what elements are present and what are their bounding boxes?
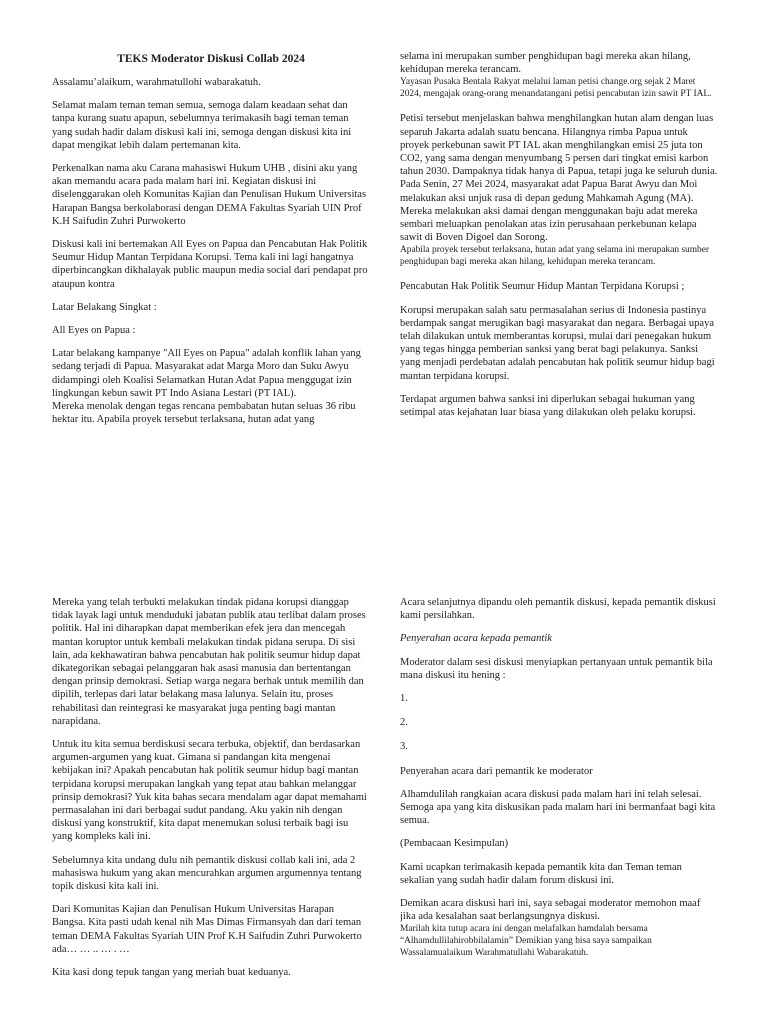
thanks-paragraph: Kami ucapkan terimakasih kepada pemantik kita dan Teman teman sekalian yang sudah hadir dalam forum diskusi ini. <box>400 861 682 886</box>
closing-prayer-paragraph: Marilah kita tutup acara ini dengan melafalkan hamdalah bersama “Alhamdullilahirobbilalamin” Demikian yang bisa saya sampaikan Wassalamualaikum Warahmatullahi Wabarakatuh. <box>400 924 652 959</box>
corruption-debate-paragraph: Mereka yang telah terbukti melakukan tindak pidana korupsi dianggap tidak layak lagi untuk menduduki jabatan publik atau terlibat dalam proses politik. Hal ini diharapkan dapat memberikan efek jera dan mencegah mantan koruptor untuk kembali melakukan tindak pidana serupa. Di sisi lain, ada kekhawatiran bahwa pencabutan hak politik seumur hidup dapat dikategorikan sebagai pelanggaran hak asasi manusia dan bertentangan dengan prinsip demokrasi. Setiap warga negara berhak untuk memilih dan dipilih, terlepas dari latar belakang masa lalunya. Selain itu, proses rehabilitasi dan reintegrasi ke masyarakat juga penting bagi mantan narapidana. <box>52 597 366 727</box>
applause-paragraph: Kita kasi dong tepuk tangan yang meriah buat keduanya. <box>52 967 291 979</box>
opening-paragraph: Selamat malam teman teman semua, semoga dalam keadaan sehat dan tanpa kurang suatu apapun, sebelumnya terimakasih bagi teman teman yang sudah hadir dalam diskusi kali ini, semoga dengan diskusi kita ini dapat mengikat lebih dalam pertemanan kita. <box>52 100 352 151</box>
handover-paragraph: Acara selanjutnya dipandu oleh pemantik diskusi, kepada pemantik diskusi kami persilahkan. <box>400 597 716 622</box>
discussion-invitation-paragraph: Untuk itu kita semua berdiskusi secara terbuka, objektif, dan berdasarkan argumen-argumen yang kuat. Gimana si pandangan kita mengenai kebijakan ini? Apakah pencabutan hak politik seumur hidup bagi mantan terpidana korupsi merupakan langkah yang tepat atau bahkan melanggar prinsip demokrasi? Yuk kita bahas secara mendalam agar dapat memahami permasalahan ini dari berbagai sudut pandang. Aku yakin nih dengan diskusi yang konstruktif, kita dapat menemukan solusi terbaik bagi isu yang kompleks kali ini. <box>52 739 367 843</box>
papua-background-paragraph: Latar belakang kampanye "All Eyes on Papua" adalah konflik lahan yang sedang terjadi di Papua. Masyarakat adat Marga Moro dan Suku Awyu didampingi oleh Koalisi Selamatkan Hutan Adat Papua menggugat izin lingkungan kebun sawit PT Indo Asiana Lestari (PT IAL). <box>52 348 361 399</box>
petition-explanation-paragraph: Petisi tersebut menjelaskan bahwa menghilangkan hutan alam dengan luas separuh Jakarta adalah suatu bencana. Hilangnya rimba Papua untuk proyek perkebunan sawit PT IAL akan menghilangkan emisi 25 juta ton CO2, yang sama dengan menyumbang 5 persen dari tingkat emisi karbon tahun 2030. Dampaknya tidak hanya di Papua, tetapi juga ke seluruh dunia. <box>400 113 718 178</box>
apology-paragraph: Demikan acara diskusi hari ini, saya sebagai moderator memohon maaf jika ada kesalahan saat berlangsungnya diskusi. <box>400 898 701 923</box>
question-item-3: 3. <box>400 741 408 753</box>
conclusion-note: (Pembacaan Kesimpulan) <box>400 838 509 850</box>
introduction-paragraph: Perkenalkan nama aku Carana mahasiswi Hukum UHB , disini aku yang akan memandu acara pada malam hari ini. Kegiatan diskusi ini diselenggarakan oleh Komunitas Kajian dan Penulisan Hukum Universitas Harapan Bangsa berkolaborasi dengan DEMA Fakultas Syariah UIN Prof K.H Saifudin Zuhri Purwokerto <box>52 163 367 227</box>
papua-heading: All Eyes on Papua : <box>52 325 136 337</box>
theme-paragraph: Diskusi kali ini bertemakan All Eyes on Papua dan Pencabutan Hak Politik Seumur Hidup Mantan Terpidana Korupsi. Tema kali ini lagi hangatnya diperbincangkan dikhalayak public maupun media social dari pendapat pro ataupun kontra <box>52 239 368 290</box>
papua-continuation-paragraph: selama ini merupakan sumber penghidupan bagi mereka akan hilang, kehidupan mereka terancam. <box>400 51 691 76</box>
background-heading: Latar Belakang Singkat : <box>52 301 157 313</box>
page-2-left-column <box>52 512 370 1024</box>
speaker-introduction-paragraph: Dari Komunitas Kajian dan Penulisan Hukum Universitas Harapan Bangsa. Kita pasti udah kenal nih Mas Dimas Firmansyah dan dari teman teman DEMA Fakultas Syariah UIN Prof K.H Saifudin Zuhri Purwokerto ada… … .. … . … <box>52 904 362 955</box>
page-1-right-column <box>400 0 718 512</box>
document-title: TEKS Moderator Diskusi Collab 2024 <box>117 53 305 65</box>
political-rights-heading: Pencabutan Hak Politik Seumur Hidup Mantan Terpidana Korupsi ; <box>400 281 685 293</box>
protest-paragraph: Pada Senin, 27 Mei 2024, masyarakat adat Papua Barat Awyu dan Moi melakukan aksi unjuk rasa di depan gedung Mahkamah Agung (MA). Mereka melakukan aksi damai dengan menggunakan baju adat mereka sembari meluapkan penolakan atas izin perusahaan perkebunan kelapa sawit di Boven Digoel dan Sorong. <box>400 179 698 244</box>
handover-to-speaker-heading: Penyerahan acara kepada pemantik <box>400 633 552 645</box>
document-page-2 <box>0 512 768 1024</box>
speaker-invitation-paragraph: Sebelumnya kita undang dulu nih pemantik diskusi collab kali ini, ada 2 mahasiswa hukum yang akan mencurahkan argumen argumennya tentang topik diskusi kita kali ini. <box>52 854 362 893</box>
sanction-argument-paragraph: Terdapat argumen bahwa sanksi ini diperlukan sebagai hukuman yang setimpal atas kejahatan luar biasa yang dilakukan oleh pelaku korupsi. <box>400 393 696 419</box>
greeting-paragraph: Assalamu’alaikum, warahmatullohi wabarakatuh. <box>52 77 261 88</box>
petition-paragraph: Yayasan Pusaka Bentala Rakyat melalui laman petisi change.org sejak 2 Maret 2024, mengajak orang-orang menandatangani petisi pencabutan izin sawit PT IAL. <box>400 77 712 100</box>
page-2-right-column <box>400 512 718 1024</box>
closing-paragraph: Alhamdulilah rangkaian acara diskusi pada malam hari ini telah selesai. Semoga apa yang kita diskusikan pada malam hari ini bermanfaat bagi kita semua. <box>400 788 716 827</box>
papua-impact-paragraph: Apabila proyek tersebut terlaksana, hutan adat yang selama ini merupakan sumber penghidupan bagi mereka akan hilang, kehidupan mereka terancam. <box>400 245 710 268</box>
handover-to-moderator-heading: Penyerahan acara dari pemantik ke moderator <box>400 765 593 777</box>
question-item-1: 1. <box>400 693 408 705</box>
page-1-left-column <box>52 0 370 512</box>
papua-rejection-paragraph: Mereka menolak dengan tegas rencana pembabatan hutan seluas 36 ribu hektar itu. Apabila proyek tersebut terlaksana, hutan adat yang <box>52 401 356 426</box>
question-item-2: 2. <box>400 717 408 729</box>
moderator-questions-paragraph: Moderator dalam sesi diskusi menyiapkan pertanyaan untuk pemantik bila mana diskusi itu hening : <box>400 656 713 681</box>
corruption-paragraph: Korupsi merupakan salah satu permasalahan serius di Indonesia pastinya berdampak sangat merugikan bagi masyarakat dan negara. Berbagai upaya telah dilakukan untuk memberantas korupsi, mulai dari penegakan hukum yang tegas hingga pemberian sanksi yang berat bagi pelakunya. Sanksi yang menjadi perdebatan adalah pencabutan hak politik seumur hidup bagi mantan terpidana korupsi. <box>400 304 715 382</box>
